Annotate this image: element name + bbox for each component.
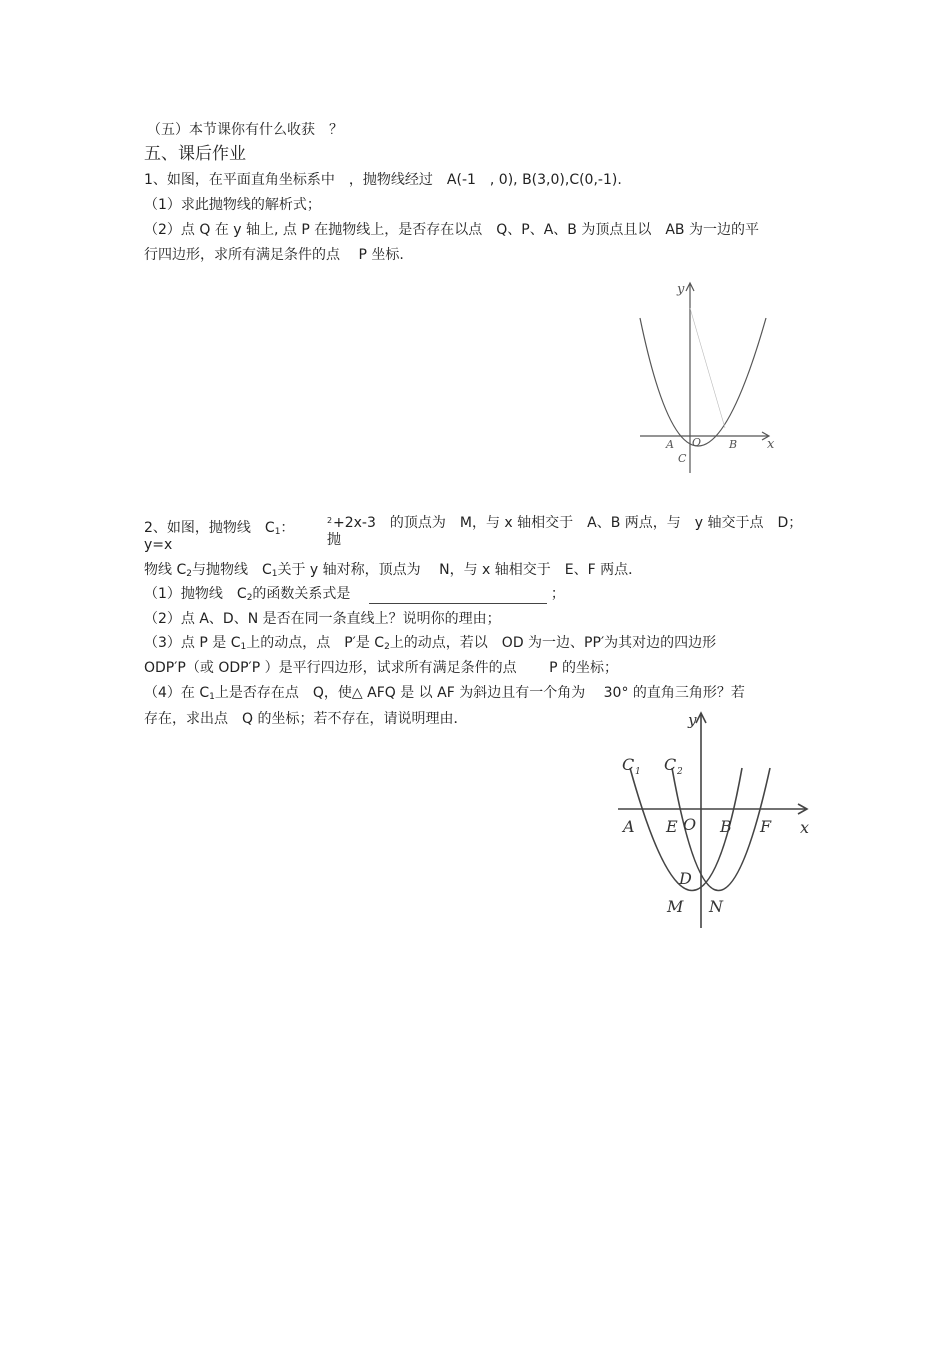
problem2-q1-a: （1）抛物线 C [144, 586, 247, 602]
problem2-stem-sup: 2 [327, 516, 333, 525]
problem1-figure [630, 278, 780, 478]
problem2-stem-eq: y=x [144, 537, 173, 553]
problem2-line2-c: 关于 y 轴对称，顶点为 N，与 x 轴相交于 E、F 两点． [277, 562, 643, 578]
problem2-q4-a: （4）在 C [144, 685, 210, 701]
fig2-label-c1-sub: 1 [635, 767, 641, 777]
fig1-label-a: A [666, 438, 674, 451]
fig1-x-label: x [767, 437, 775, 452]
fig2-y-label: y [688, 711, 697, 729]
problem1-q1: （1）求此抛物线的解析式； [144, 197, 321, 213]
fig1-parabola [640, 318, 766, 446]
problem2-q2: （2）点 A、D、N 是否在同一条直线上？说明你的理由； [144, 611, 501, 627]
problem1-q2-line1: （2）点 Q 在 y 轴上, 点 P 在抛物线上，是否存在以点 Q、P、A、B 为顶点且以 AB 为一边的平 [144, 222, 759, 238]
problem2-q1-end: ； [550, 586, 565, 602]
problem2-line2 [144, 561, 642, 583]
fig2-label-n: N [709, 897, 723, 916]
fig2-label-c2-sub: 2 [677, 767, 683, 777]
section-five-question: （五）本节课你有什么收获 ？ [147, 122, 343, 138]
fig2-label-c1: C [622, 755, 635, 774]
fig1-y-label: y [677, 282, 685, 297]
fig2-x-label: x [800, 818, 810, 837]
answer-blank-line [369, 593, 547, 604]
fig1-label-c: C [678, 452, 687, 465]
problem2-q4 [144, 684, 745, 706]
problem2-stem-b: +2x-3 的顶点为 M，与 x 轴相交于 A、B 两点，与 y 轴交于点 D； [333, 515, 803, 531]
problem2-figure [610, 708, 820, 933]
problem2-line2-b: 与抛物线 C [191, 562, 272, 578]
fig1-label-o: O [692, 436, 702, 449]
fig2-label-b: B [720, 817, 732, 836]
problem2-q4-b: 上是否存在点 Q，使△ AFQ 是 以 AF 为斜边且有一个角为 30° 的直角三角形？若 [214, 685, 745, 701]
problem2-stem-b2: 抛 [327, 532, 341, 548]
fig2-label-a: A [623, 817, 635, 836]
fig2-label-m: M [667, 897, 684, 916]
problem1-stem: 1、如图，在平面直角坐标系中 ，抛物线经过 A(-1 , 0), B(3,0),C(0,-1). [144, 172, 622, 188]
problem2-line2-sub1: 2 [186, 569, 192, 579]
problem2-q3-sub1: 1 [240, 642, 247, 652]
fig1-faint-line [690, 308, 725, 428]
homework-title: 五、课后作业 [144, 144, 246, 164]
problem2-stem-a-colon: ： [280, 520, 295, 536]
problem2-stem-a-sub: 1 [274, 527, 281, 537]
fig2-label-e: E [666, 817, 678, 836]
problem2-line2-a: 物线 C [144, 562, 187, 578]
problem1-q2-line2: 行四边形，求所有满足条件的点 P 坐标. [144, 247, 404, 263]
problem2-line2-sub2: 1 [271, 569, 278, 579]
problem2-q1-sub: 2 [246, 593, 253, 603]
problem2-q1-b: 的函数关系式是 [252, 586, 351, 602]
fig2-label-f: F [760, 817, 772, 836]
problem2-q3-c: 上的动点，若以 OD 为一边、PP′为其对边的四边形 [389, 635, 717, 651]
fig2-label-c2: C [664, 755, 677, 774]
fig1-label-b: B [729, 438, 738, 451]
problem2-stem-a-text: 2、如图，抛物线 C [144, 520, 275, 536]
problem2-q3-a: （3）点 P 是 C [144, 635, 241, 651]
fig2-label-d: D [679, 869, 692, 888]
problem2-q3-b: 上的动点，点 P′是 C [246, 635, 385, 651]
problem2-q3-line2: ODP′P（或 ODP′P ）是平行四边形，试求所有满足条件的点 P 的坐标； [144, 660, 618, 676]
problem2-q3-sub2: 2 [384, 642, 390, 652]
problem2-q3 [144, 634, 716, 656]
problem2-q1 [144, 585, 565, 607]
fig2-label-o: O [683, 815, 697, 834]
problem2-q4-line2: 存在，求出点 Q 的坐标；若不存在，请说明理由． [144, 711, 468, 727]
problem2-q4-sub: 1 [209, 692, 215, 702]
